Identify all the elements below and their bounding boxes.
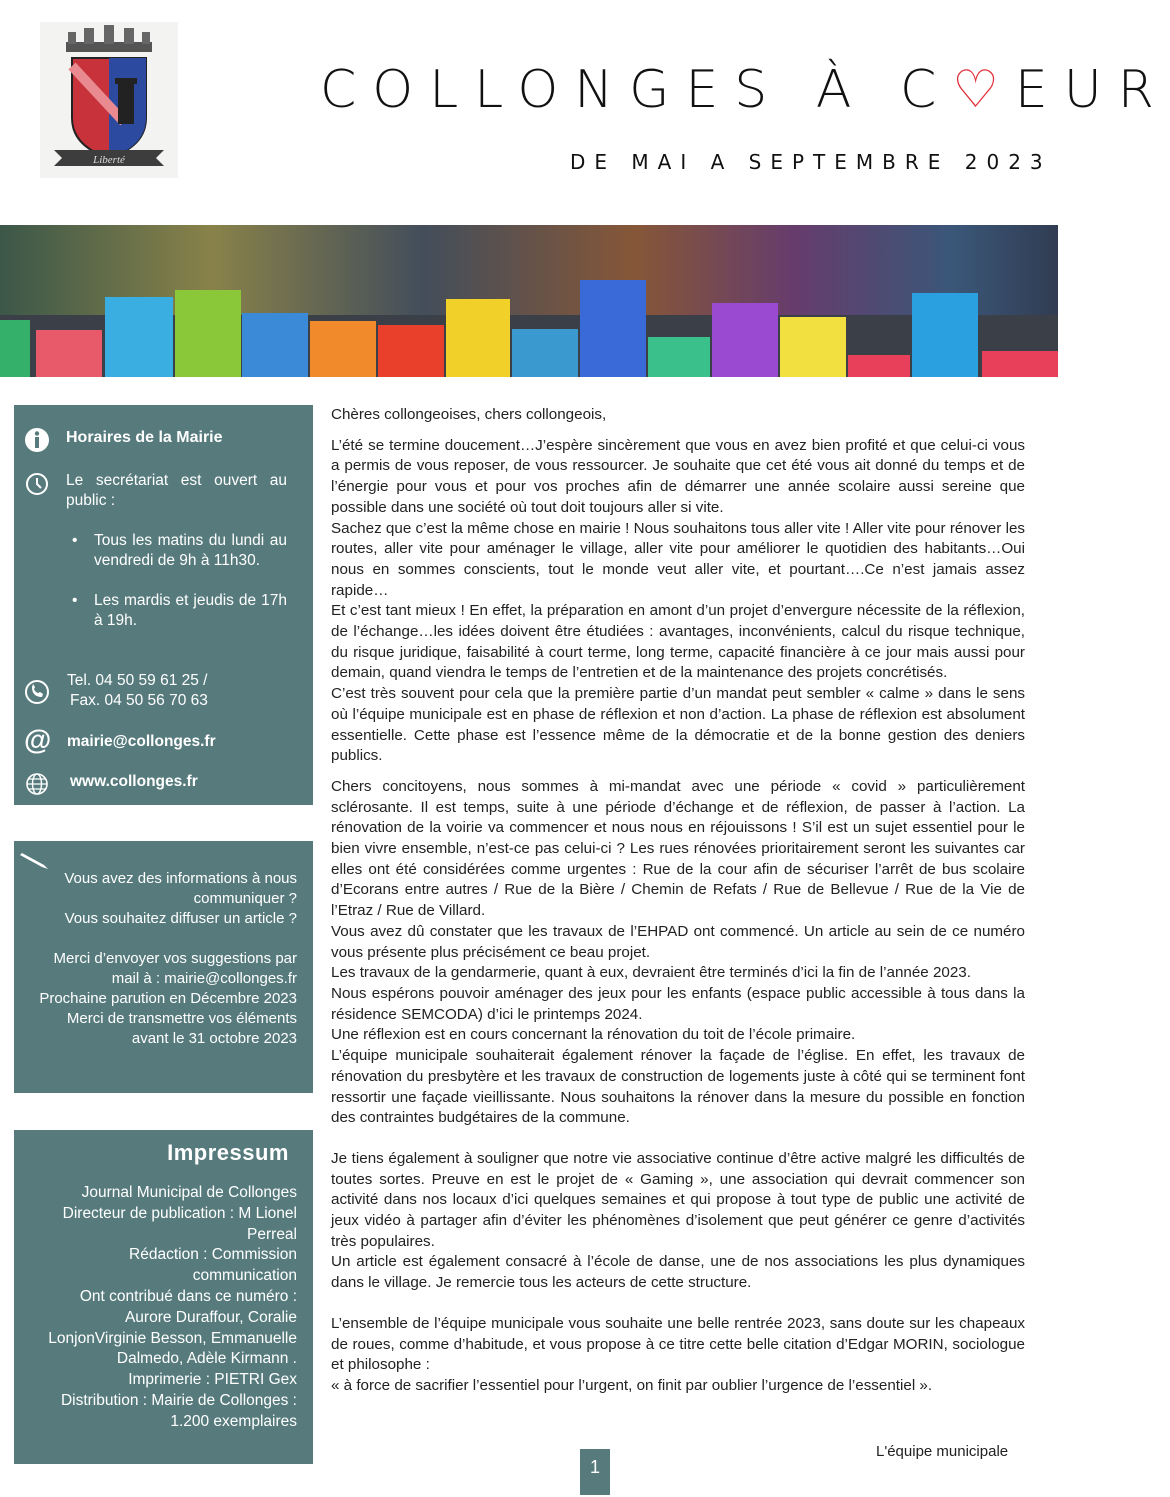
impressum-line: Directeur de publication : M Lionel Perreal — [62, 1204, 297, 1243]
editorial-block-2 — [331, 777, 1025, 1129]
hours-heading: Horaires de la Mairie — [66, 429, 223, 446]
contribute-line: Merci d’envoyer vos suggestions par mail à : mairie@collonges.fr — [53, 950, 297, 987]
editorial-paragraph: C’est très souvent pour cela que la première partie d’un mandat peut sembler « calme » dans le sens où l’équipe municipale est en phase de réflexion et non d’action. La phase de réflexion est absolument essentielle. Cette phase est l’essence même de la démocratie et de la bonne gestion des deniers publics. — [331, 685, 1025, 765]
impressum-line: Rédaction : Commission communication — [129, 1246, 297, 1285]
editorial-quote: « à force de sacrifier l’essentiel pour l’urgent, on finit par oublier l’urgence de l’essentiel ». — [331, 1376, 933, 1394]
impressum-line: Ont contribué dans ce numéro : Aurore Duraffour, Coralie LonjonVirginie Besson, Emmanuelle Dalmedo, Adèle Kirmann . — [48, 1287, 297, 1368]
heart-icon: ♡ — [952, 60, 1015, 120]
impressum-panel — [14, 1130, 313, 1464]
editorial-greeting: Chères collongeoises, chers collongeois, — [331, 406, 607, 423]
fax-line: Fax. 04 50 56 70 63 — [70, 692, 208, 709]
editorial-paragraph: Sachez que c’est la même chose en mairie ! Nous souhaitons tous aller vite ! Aller vite pour rénover les routes, aller vite pour aménager le village, aller vite pour améliorer le quotidien des habitants…Oui nous en sommes conscients, tout le monde veut aller vite, et pourtant….Ce n’est jamais assez rapide… — [331, 519, 1025, 599]
mairie-hours-panel — [14, 405, 313, 805]
editorial-paragraph: Et c’est tant mieux ! En effet, la préparation en amont d’un projet d’envergure nécessite de la réflexion, de l’échange…les idées doivent être étudiées : avantages, inconvénients, calcul du risque technique, du risque juridique, faisabilité à court terme, long terme, capacité financière à ce jour mais aussi pour demain, quand viendra le temps de l’entretien et de la maintenance des projets concrétisés. — [331, 602, 1025, 682]
editorial-paragraph: Je tiens également à souligner que notre vie associative continue d’être active malgré les difficultés de toutes sortes. Preuve en est le projet de « Gaming », une association qui devrait commencer son activité dans nos locaux d’ici quelques semaines et qui propose à tout type de public une activité de jeux vidéo à partager afin d’éviter les phénomènes d’isolement que peut générer ce genre d’activités très populaires. — [331, 1149, 1025, 1250]
editorial-block-1 — [331, 436, 1025, 767]
impressum-line: Imprimerie : PIETRI Gex — [128, 1371, 297, 1389]
impressum-title: Impressum — [167, 1140, 289, 1165]
hours-slot-evening: • Les mardis et jeudis de 17h à 19h. — [72, 591, 287, 631]
editorial-paragraph: Vous avez dû constater que les travaux de l’EHPAD ont commencé. Un article au sein de ce numéro vous présente plus précisément ce beau projet. — [331, 922, 1025, 961]
contribute-line: Prochaine parution en Décembre 2023 — [39, 990, 297, 1007]
editorial-paragraph: L’équipe municipale souhaiterait également rénover la façade de l’église. En effet, les travaux de rénovation du presbytère et les travaux de construction de logements juste à côté qui se terminent font ressortir une façade vieillissante. Nous souhaitons la rénover dans la mesure du possible en fonction des contraintes budgétaires de la commune. — [331, 1047, 1025, 1127]
editorial-block-3 — [331, 1149, 1025, 1294]
at-icon: @ — [24, 724, 52, 755]
editorial-block-4 — [331, 1314, 1025, 1397]
contribute-line: Merci de transmettre vos éléments avant le 31 octobre 2023 — [66, 1010, 297, 1047]
hours-slot-morning: • Tous les matins du lundi au vendredi de 9h à 11h30. — [72, 531, 287, 571]
impressum-text — [30, 1183, 297, 1433]
editorial-paragraph: L’ensemble de l’équipe municipale vous souhaite une belle rentrée 2023, sans doute sur les chapeaux de roues, comme d’habitude, et vous propose à ce titre cette belle citation d’Edgar MORIN, sociologue et philosophe : — [331, 1314, 1025, 1374]
phone-line: Tel. 04 50 59 61 25 / — [67, 672, 208, 689]
editorial-signature: L'équipe municipale — [876, 1443, 1009, 1460]
email-link[interactable]: mairie@collonges.fr — [67, 733, 216, 750]
hours-intro: Le secrétariat est ouvert au public : — [66, 472, 287, 509]
contribute-text — [30, 869, 297, 1049]
impressum-line: Distribution : Mairie de Collonges : 1.200 exemplaires — [60, 1391, 297, 1430]
editorial-paragraph: Chers concitoyens, nous sommes à mi-mandat avec une période « covid » particulièrement sclérosante. Il est temps, suite à une période d’échange et de réflexion, de passer à l’action. La rénovation de la voirie va commencer et nous nous en réjouissons ! S’il est un sujet essentiel pour le bien vivre ensemble, n’est-ce pas celui-ci ? Les rues rénovées prioritairement seront les suivantes car elles ont été considérées comme urgentes : Rue de la cour afin de sécuriser l’arrêt de bus scolaire d’Ecorans entre autres / Rue de la Bière / Chemin de Refats / Rue de Bellevue / Rue de la Vie de l’Etraz / Rue de Villard. — [331, 777, 1025, 920]
contribute-line: Vous avez des informations à nous communiquer ? — [64, 870, 297, 907]
editorial-paragraph: Un article est également consacré à l’école de danse, une de nos associations les plus dynamiques dans le village. Je remercie tous les acteurs de cette structure. — [331, 1253, 1025, 1292]
collonges-crest-logo — [40, 22, 178, 178]
chalk-banner-image — [0, 225, 1058, 377]
editorial-text — [331, 405, 1025, 1397]
website-link[interactable]: www.collonges.fr — [70, 773, 198, 790]
editorial-paragraph: Les travaux de la gendarmerie, quant à eux, devraient être terminés d’ici la fin de l’année 2023. — [331, 964, 971, 982]
contribute-line: Vous souhaitez diffuser un article ? — [64, 910, 297, 927]
editorial-paragraph: Nous espérons pouvoir aménager des jeux pour les enfants (espace public accessible à tous dans la résidence SEMCODA) d’ici le printemps 2024. — [331, 984, 1025, 1023]
impressum-line: Journal Municipal de Collonges — [81, 1184, 297, 1201]
pen-icon — [18, 847, 52, 871]
contribute-panel — [14, 841, 313, 1093]
contribute-spacer — [30, 929, 297, 949]
clock-icon — [24, 471, 50, 497]
hours-list — [72, 531, 287, 651]
issue-period: DE MAI A SEPTEMBRE 2023 — [570, 150, 1052, 174]
info-icon — [24, 427, 50, 453]
crest-motto: Liberté — [93, 154, 125, 166]
editorial-paragraph: L’été se termine doucement…J’espère sincèrement que vous en avez bien profité et que celui-ci vous a permis de vous reposer, de vous ressourcer. Je souhaite que cet été vous ait donné du temps et de l’énergie pour vous et pour vos proches afin de démarrer une année scolaire aussi sereine que possible dans une société où tout doit toujours aller si vite. — [331, 436, 1025, 516]
phone-icon — [24, 679, 50, 705]
page-number: 1 — [580, 1449, 610, 1495]
globe-icon — [24, 771, 50, 797]
newsletter-title: COLLONGES À C♡EUR — [320, 60, 1170, 120]
editorial-paragraph: Une réflexion est en cours concernant la rénovation du toit de l’école primaire. — [331, 1026, 856, 1044]
